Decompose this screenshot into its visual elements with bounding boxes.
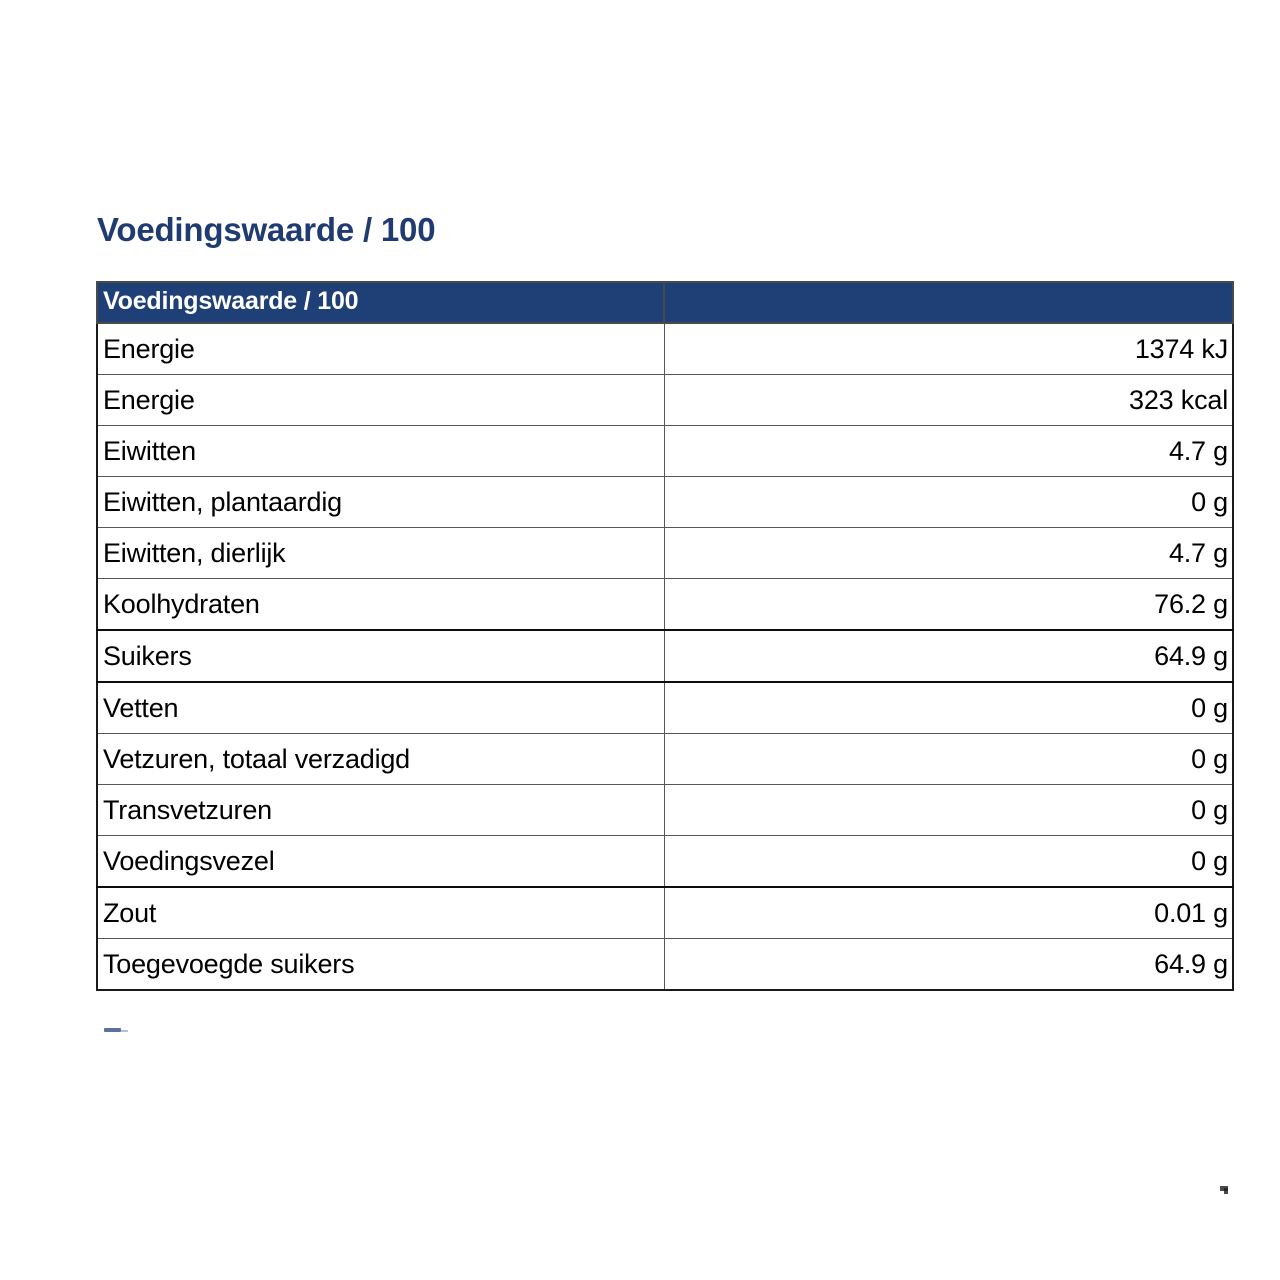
nutrient-value: 0 g bbox=[664, 734, 1233, 785]
nutrient-value: 4.7 g bbox=[664, 426, 1233, 477]
nutrient-value: 0 g bbox=[664, 477, 1233, 528]
page-artifact-blue-tail bbox=[121, 1030, 128, 1032]
table-row bbox=[97, 375, 1233, 426]
table-row bbox=[97, 939, 1233, 991]
table-row bbox=[97, 887, 1233, 939]
nutrient-label: Zout bbox=[97, 887, 664, 939]
nutrient-label: Eiwitten, plantaardig bbox=[97, 477, 664, 528]
nutrient-value: 0 g bbox=[664, 836, 1233, 888]
nutrient-value: 0.01 g bbox=[664, 887, 1233, 939]
nutrient-label: Toegevoegde suikers bbox=[97, 939, 664, 991]
nutrition-table bbox=[96, 281, 1234, 991]
table-header-label: Voedingswaarde / 100 bbox=[97, 282, 664, 323]
nutrient-label: Suikers bbox=[97, 630, 664, 682]
nutrient-value: 0 g bbox=[664, 682, 1233, 734]
nutrient-label: Koolhydraten bbox=[97, 579, 664, 631]
nutrient-label: Vetzuren, totaal verzadigd bbox=[97, 734, 664, 785]
table-body bbox=[97, 323, 1233, 990]
table-header-spacer bbox=[664, 282, 1233, 323]
table-row bbox=[97, 477, 1233, 528]
nutrient-value: 323 kcal bbox=[664, 375, 1233, 426]
nutrient-label: Transvetzuren bbox=[97, 785, 664, 836]
table-row bbox=[97, 426, 1233, 477]
nutrient-label: Vetten bbox=[97, 682, 664, 734]
nutrient-label: Eiwitten bbox=[97, 426, 664, 477]
table-row bbox=[97, 630, 1233, 682]
page-title: Voedingswaarde / 100 bbox=[97, 211, 436, 248]
nutrient-value: 64.9 g bbox=[664, 630, 1233, 682]
nutrient-value: 64.9 g bbox=[664, 939, 1233, 991]
page-artifact-dark-tick bbox=[1224, 1188, 1228, 1194]
nutrient-label: Voedingsvezel bbox=[97, 836, 664, 888]
table-row bbox=[97, 528, 1233, 579]
table-row bbox=[97, 682, 1233, 734]
nutrient-label: Energie bbox=[97, 375, 664, 426]
nutrient-value: 76.2 g bbox=[664, 579, 1233, 631]
table-row bbox=[97, 734, 1233, 785]
nutrient-value: 1374 kJ bbox=[664, 323, 1233, 375]
nutrient-value: 0 g bbox=[664, 785, 1233, 836]
page-artifact-blue-mark bbox=[104, 1028, 121, 1032]
table-header-row bbox=[97, 282, 1233, 323]
table-row bbox=[97, 323, 1233, 375]
table-row bbox=[97, 836, 1233, 888]
nutrient-label: Eiwitten, dierlijk bbox=[97, 528, 664, 579]
table-row bbox=[97, 579, 1233, 631]
nutrient-value: 4.7 g bbox=[664, 528, 1233, 579]
nutrient-label: Energie bbox=[97, 323, 664, 375]
table-row bbox=[97, 785, 1233, 836]
